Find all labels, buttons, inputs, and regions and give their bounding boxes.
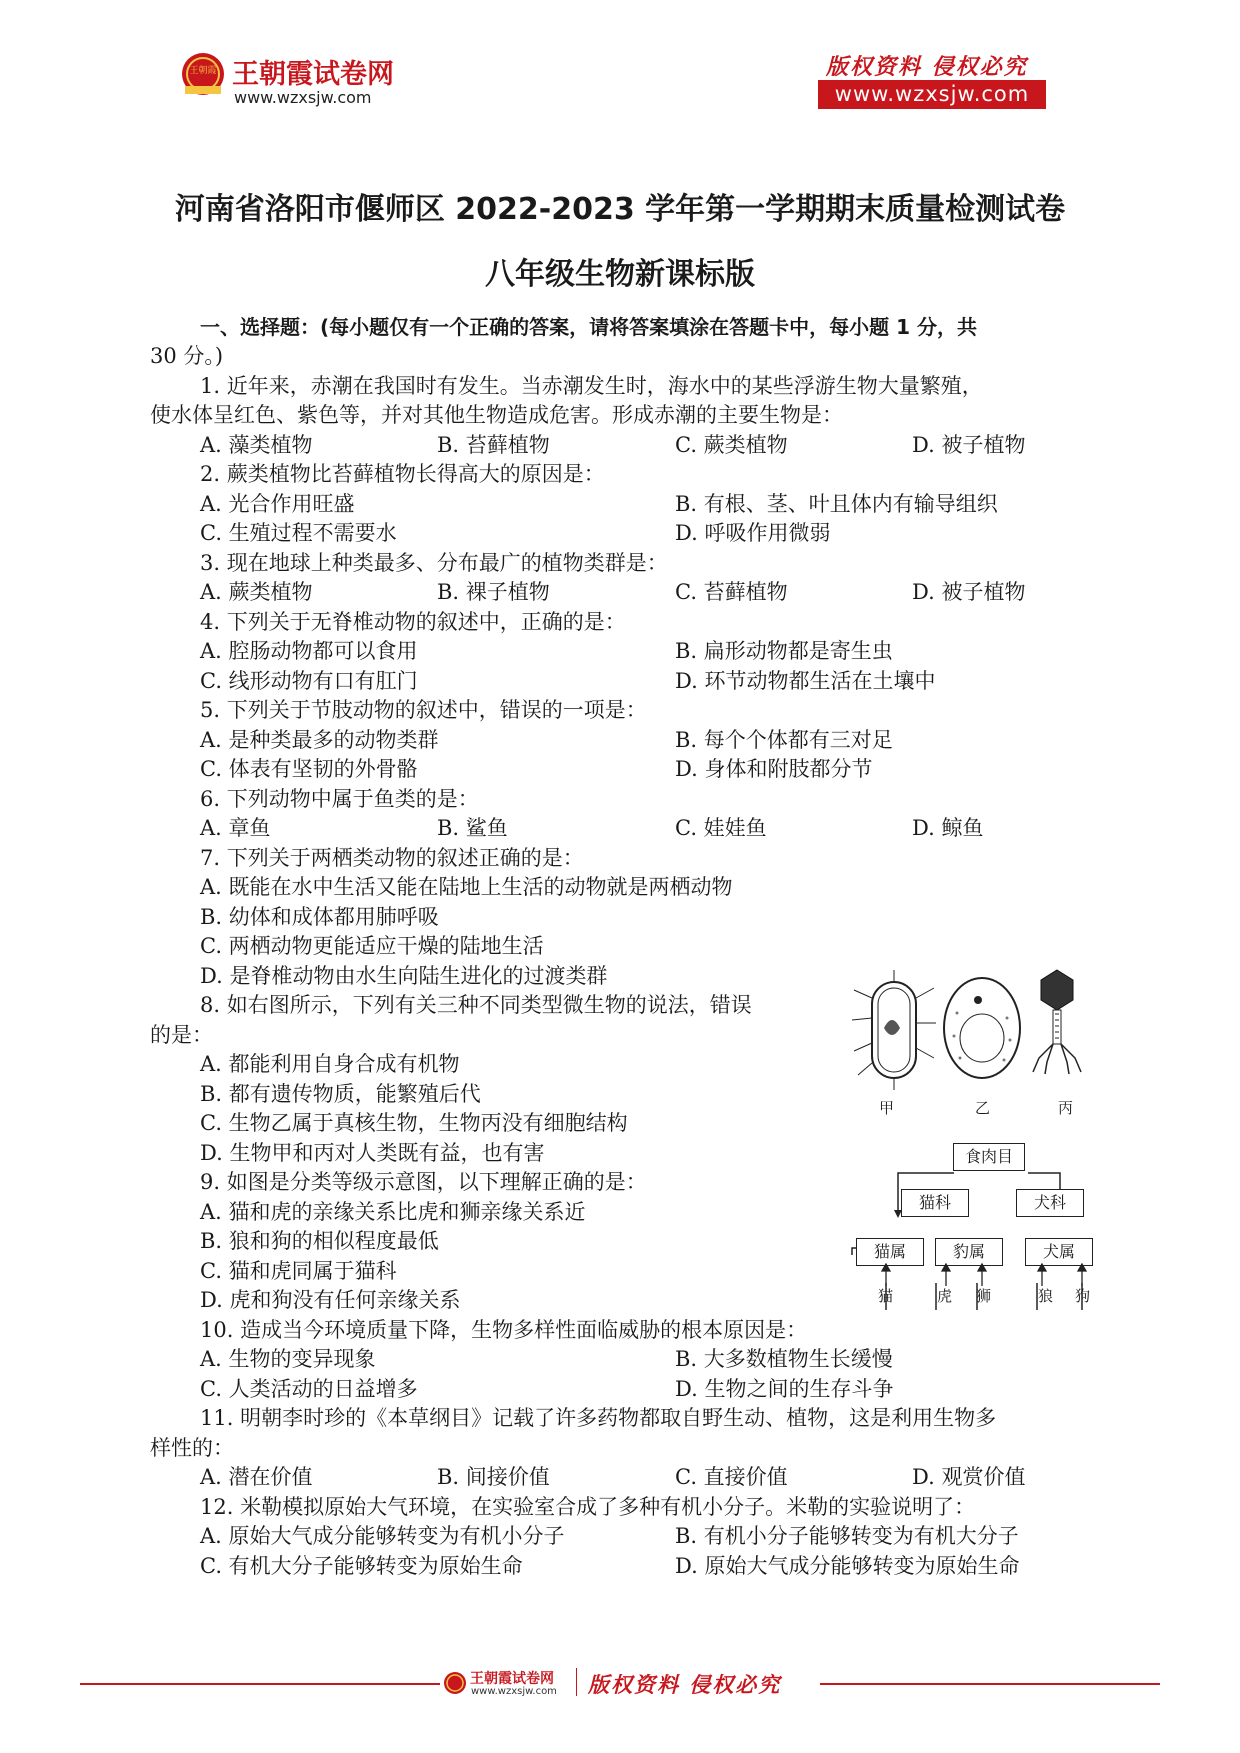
q10-option-a[interactable]: A. 生物的变异现象: [200, 1347, 376, 1371]
q9-option-a[interactable]: A. 猫和虎的亲缘关系比虎和狮亲缘关系近: [200, 1200, 586, 1224]
q6-option-a[interactable]: A. 章鱼: [200, 816, 271, 840]
footer-logo-icon: [443, 1670, 467, 1696]
q2-option-a[interactable]: A. 光合作用旺盛: [200, 492, 355, 516]
q8-option-b[interactable]: B. 都有遗传物质，能繁殖后代: [200, 1082, 481, 1106]
q2-option-c[interactable]: C. 生殖过程不需要水: [200, 521, 397, 545]
q7-option-d[interactable]: D. 是脊椎动物由水生向陆生进化的过渡类群: [200, 964, 608, 988]
section-intro-cont: 30 分。): [150, 344, 224, 368]
q12-option-c[interactable]: C. 有机大分子能够转变为原始生命: [200, 1554, 523, 1578]
q4-option-a[interactable]: A. 腔肠动物都可以食用: [200, 639, 418, 663]
yeast-icon: [944, 978, 1020, 1078]
q10-option-d[interactable]: D. 生物之间的生存斗争: [675, 1377, 894, 1401]
q9-option-b[interactable]: B. 狼和狗的相似程度最低: [200, 1229, 439, 1253]
q3-stem: 3. 现在地球上种类最多、分布最广的植物类群是：: [200, 551, 668, 575]
q12-option-d[interactable]: D. 原始大气成分能够转变为原始生命: [675, 1554, 1020, 1578]
q11-stem: 11. 明朝李时珍的《本草纲目》记载了许多药物都取自野生动、植物，这是利用生物多: [200, 1406, 997, 1430]
q12-option-b[interactable]: B. 有机小分子能够转变为有机大分子: [675, 1524, 1019, 1548]
q10-stem: 10. 造成当今环境质量下降，生物多样性面临威胁的根本原因是：: [200, 1318, 808, 1342]
q10-option-c[interactable]: C. 人类活动的日益增多: [200, 1377, 418, 1401]
footer-logo-url[interactable]: www.wzxsjw.com: [471, 1686, 557, 1697]
copyright-url[interactable]: www.wzxsjw.com: [818, 80, 1046, 109]
q3-option-a[interactable]: A. 蕨类植物: [200, 580, 313, 604]
taxon-genus-panthera: 豹属: [935, 1238, 1003, 1266]
q2-option-d[interactable]: D. 呼吸作用微弱: [675, 521, 831, 545]
q5-option-b[interactable]: B. 每个个体都有三对足: [675, 728, 893, 752]
q7-stem: 7. 下列关于两栖类动物的叙述正确的是：: [200, 846, 584, 870]
footer-rule-left: [80, 1683, 440, 1685]
q1-option-a[interactable]: A. 藻类植物: [200, 433, 313, 457]
q8-option-d[interactable]: D. 生物甲和丙对人类既有益，也有害: [200, 1141, 545, 1165]
q11-option-b[interactable]: B. 间接价值: [437, 1465, 550, 1489]
q9-stem: 9. 如图是分类等级示意图，以下理解正确的是：: [200, 1170, 647, 1194]
q6-stem: 6. 下列动物中属于鱼类的是：: [200, 787, 479, 811]
q6-option-b[interactable]: B. 鲨鱼: [437, 816, 508, 840]
taxon-genus-felis: 猫属: [856, 1238, 924, 1266]
q1-option-d[interactable]: D. 被子植物: [912, 433, 1026, 457]
taxon-order: 食肉目: [953, 1143, 1025, 1171]
taxon-species-cat: 猫: [878, 1287, 894, 1305]
q11-stem-cont: 样性的：: [150, 1436, 234, 1460]
taxonomy-arrows: [850, 1262, 1110, 1288]
taxon-species-lion: 狮: [976, 1287, 992, 1305]
q4-option-b[interactable]: B. 扁形动物都是寄生虫: [675, 639, 893, 663]
q6-option-c[interactable]: C. 娃娃鱼: [675, 816, 767, 840]
q7-option-a[interactable]: A. 既能在水中生活又能在陆地上生活的动物就是两栖动物: [200, 875, 733, 899]
q12-stem: 12. 米勒模拟原始大气环境，在实验室合成了多种有机小分子。米勒的实验说明了：: [200, 1495, 976, 1519]
q5-option-d[interactable]: D. 身体和附肢都分节: [675, 757, 873, 781]
taxon-species-wolf: 狼: [1038, 1287, 1054, 1305]
q4-option-c[interactable]: C. 线形动物有口有肛门: [200, 669, 418, 693]
q1-stem-cont: 使水体呈红色、紫色等，并对其他生物造成危害。形成赤潮的主要生物是：: [150, 403, 843, 427]
page-title: 河南省洛阳市偃师区 2022-2023 学年第一学期期末质量检测试卷: [174, 192, 1066, 227]
q5-stem: 5. 下列关于节肢动物的叙述中，错误的一项是：: [200, 698, 647, 722]
footer-copyright: 版权资料 侵权必究: [588, 1672, 782, 1697]
q3-option-c[interactable]: C. 苔藓植物: [675, 580, 788, 604]
q6-option-d[interactable]: D. 鲸鱼: [912, 816, 984, 840]
taxon-genus-canis: 犬属: [1025, 1238, 1093, 1266]
q5-option-c[interactable]: C. 体表有坚韧的外骨骼: [200, 757, 418, 781]
q1-stem: 1. 近年来，赤潮在我国时有发生。当赤潮发生时，海水中的某些浮游生物大量繁殖，: [200, 374, 983, 398]
footer-divider: [576, 1668, 577, 1696]
taxon-family-cat: 猫科: [901, 1189, 969, 1217]
q8-stem-cont: 的是：: [150, 1023, 213, 1047]
q3-option-b[interactable]: B. 裸子植物: [437, 580, 550, 604]
taxon-species-tiger: 虎: [937, 1287, 953, 1305]
q2-stem: 2. 蕨类植物比苔藓植物长得高大的原因是：: [200, 462, 605, 486]
virus-icon: [1033, 970, 1081, 1074]
microbe-label-yi: 乙: [975, 1099, 991, 1117]
q9-option-d[interactable]: D. 虎和狗没有任何亲缘关系: [200, 1288, 461, 1312]
logo-seal-text: 王朝霞: [189, 66, 217, 76]
q7-option-b[interactable]: B. 幼体和成体都用肺呼吸: [200, 905, 439, 929]
taxon-species-dog: 狗: [1075, 1287, 1091, 1305]
q10-option-b[interactable]: B. 大多数植物生长缓慢: [675, 1347, 893, 1371]
q11-option-a[interactable]: A. 潜在价值: [200, 1465, 313, 1489]
section-intro: 一、选择题：(每小题仅有一个正确的答案，请将答案填涂在答题卡中，每小题 1 分，共: [200, 315, 977, 339]
q8-stem: 8. 如右图所示，下列有关三种不同类型微生物的说法，错误: [200, 993, 752, 1017]
microbe-label-jia: 甲: [879, 1099, 895, 1117]
footer-rule-right: [820, 1683, 1160, 1685]
taxon-family-dog: 犬科: [1016, 1189, 1084, 1217]
footer-logo-name: 王朝霞试卷网: [470, 1671, 554, 1687]
q2-option-b[interactable]: B. 有根、茎、叶且体内有输导组织: [675, 492, 998, 516]
logo-url[interactable]: www.wzxsjw.com: [234, 88, 372, 107]
q12-option-a[interactable]: A. 原始大气成分能够转变为有机小分子: [200, 1524, 565, 1548]
logo-name: 王朝霞试卷网: [232, 59, 394, 90]
microbe-label-bing: 丙: [1058, 1099, 1074, 1117]
q9-option-c[interactable]: C. 猫和虎同属于猫科: [200, 1259, 397, 1283]
bacterium-icon: [852, 970, 936, 1090]
q4-option-d[interactable]: D. 环节动物都生活在土壤中: [675, 669, 936, 693]
copyright-text: 版权资料 侵权必究: [826, 54, 1028, 80]
q8-option-a[interactable]: A. 都能利用自身合成有机物: [200, 1052, 460, 1076]
q5-option-a[interactable]: A. 是种类最多的动物类群: [200, 728, 439, 752]
q11-option-d[interactable]: D. 观赏价值: [912, 1465, 1026, 1489]
q3-option-d[interactable]: D. 被子植物: [912, 580, 1026, 604]
microbes-drawing: [842, 968, 1112, 1093]
page-subtitle: 八年级生物新课标版: [485, 257, 755, 292]
q7-option-c[interactable]: C. 两栖动物更能适应干燥的陆地生活: [200, 934, 544, 958]
q4-stem: 4. 下列关于无脊椎动物的叙述中，正确的是：: [200, 610, 626, 634]
q11-option-c[interactable]: C. 直接价值: [675, 1465, 788, 1489]
q1-option-c[interactable]: C. 蕨类植物: [675, 433, 788, 457]
q1-option-b[interactable]: B. 苔藓植物: [437, 433, 550, 457]
q8-option-c[interactable]: C. 生物乙属于真核生物，生物丙没有细胞结构: [200, 1111, 628, 1135]
